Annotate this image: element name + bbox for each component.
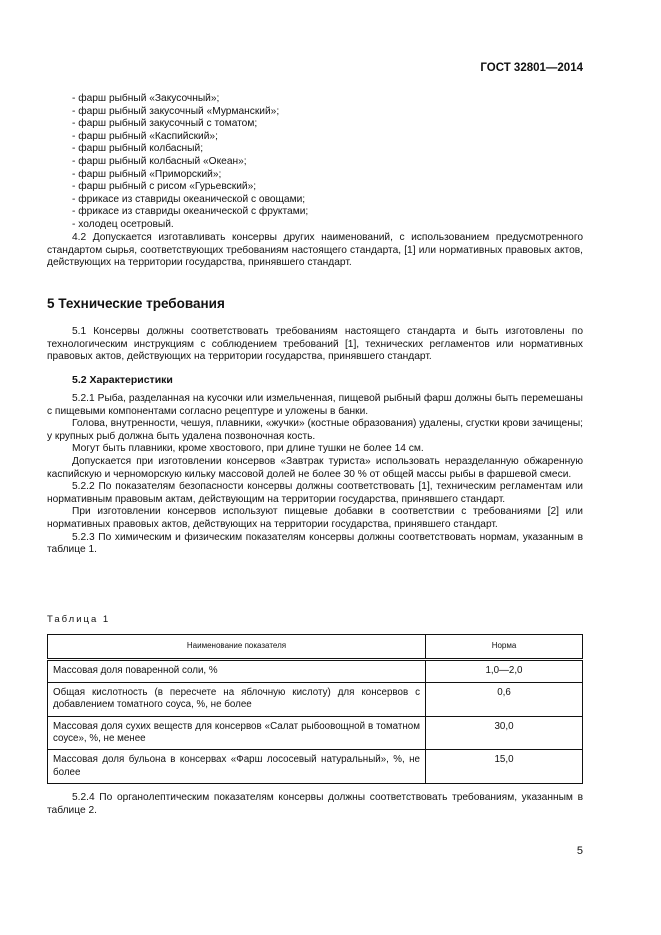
norm-cell: 15,0 [426,750,583,784]
standard-code-header: ГОСТ 32801—2014 [480,62,583,74]
list-item: - фарш рыбный «Приморский»; [72,168,222,180]
list-item: - фарш рыбный «Каспийский»; [72,130,218,142]
list-item: - фарш рыбный с рисом «Гурьевский»; [72,181,257,193]
table-1 [47,634,583,784]
indicator-cell: Массовая доля бульона в консервах «Фарш лососевый натуральный», %, не более [48,750,426,784]
list-item: - фарш рыбный «Закусочный»; [72,93,220,104]
list-item: - холодец осетровый. [72,218,174,230]
column-header-norm: Норма [426,635,583,660]
list-item: - фрикасе из ставриды океанической с овощами; [72,193,306,205]
table-row [48,660,583,682]
paragraph-food-additives: При изготовлении консервов используют пищевые добавки в соответствии с требованиями [2] или нормативных правовых актов, действующих на территории государства, принявшего стандарт. [47,506,583,530]
table-row [48,682,583,716]
norm-cell: 30,0 [426,716,583,750]
table-row [48,716,583,750]
list-item: - фарш рыбный закусочный с томатом; [72,118,258,130]
paragraph-head-removal: Голова, внутренности, чешуя, плавники, «жучки» (костные образования) удалены, сгустки крови зачищены; у крупных рыб должна быть удалена позвоночная кость. [47,418,583,442]
paragraph-5-2-3: 5.2.3 По химическим и физическим показателям консервы должны соответствовать нормам, указанным в таблице 1. [47,531,583,556]
table-header-row [48,635,583,660]
table-row [48,750,583,784]
indicator-cell: Массовая доля поваренной соли, % [48,660,426,682]
paragraph-5-2-2: 5.2.2 По показателям безопасности консервы должны соответствовать [1], техническим регламентам или нормативным правовым актам, действующим на территории государства, принявшего стандарт. [47,481,583,505]
paragraph-tourist-breakfast: Допускается при изготовлении консервов «Завтрак туриста» использовать неразделанную обжаренную каспийскую и черноморскую кильку массовой долей не более 30 % от общей массы рыбы в фаршевой смеси. [47,455,583,480]
list-item: - фарш рыбный колбасный «Океан»; [72,155,247,167]
section-5-title: 5 Технические требования [47,296,225,311]
indicator-cell: Общая кислотность (в пересчете на яблочную кислоту) для консервов с добавлением томатного соуса, %, не более [48,682,426,716]
product-list [47,93,583,232]
list-item: - фарш рыбный закусочный «Мурманский»; [72,105,280,117]
column-header-indicator: Наименование показателя [48,635,426,660]
paragraph-5-2-1: 5.2.1 Рыба, разделанная на кусочки или измельченная, пищевой рыбный фарш должны быть перемешаны с пищевыми компонентами согласно рецептуре и уложены в банки. [47,393,583,417]
norm-cell: 1,0—2,0 [426,660,583,682]
indicator-cell: Массовая доля сухих веществ для консервов «Салат рыбоовощной в томатном соусе», %, не менее [48,716,426,750]
paragraph-fins: Могут быть плавники, кроме хвостового, при длине тушки не более 14 см. [72,443,424,455]
section-5-2-body [47,393,583,557]
paragraph-4-2: 4.2 Допускается изготавливать консервы других наименований, с использованием предусмотренного стандартом сырья, соответствующих требованиям настоящего стандарта, [1] или нормативных правовых актов, действующих на территории государства, принявшего стандарт. [47,232,583,269]
list-item: - фрикасе из ставриды океанической с фруктами; [72,206,309,218]
subsection-5-2-title: 5.2 Характеристики [72,374,173,386]
list-item: - фарш рыбный колбасный; [72,143,204,155]
page-number: 5 [576,845,583,857]
paragraph-5-1: 5.1 Консервы должны соответствовать требованиям настоящего стандарта и быть изготовлены по технологическим инструкциям с соблюдением требований [1], технических регламентов или нормативных правовых актов, действующих на территории государства, принявшего стандарт. [47,326,583,363]
norm-cell: 0,6 [426,682,583,716]
paragraph-5-2-4: 5.2.4 По органолептическим показателям консервы должны соответствовать требованиям, указанным в таблице 2. [47,792,583,816]
table-1-caption: Таблица 1 [47,614,111,625]
